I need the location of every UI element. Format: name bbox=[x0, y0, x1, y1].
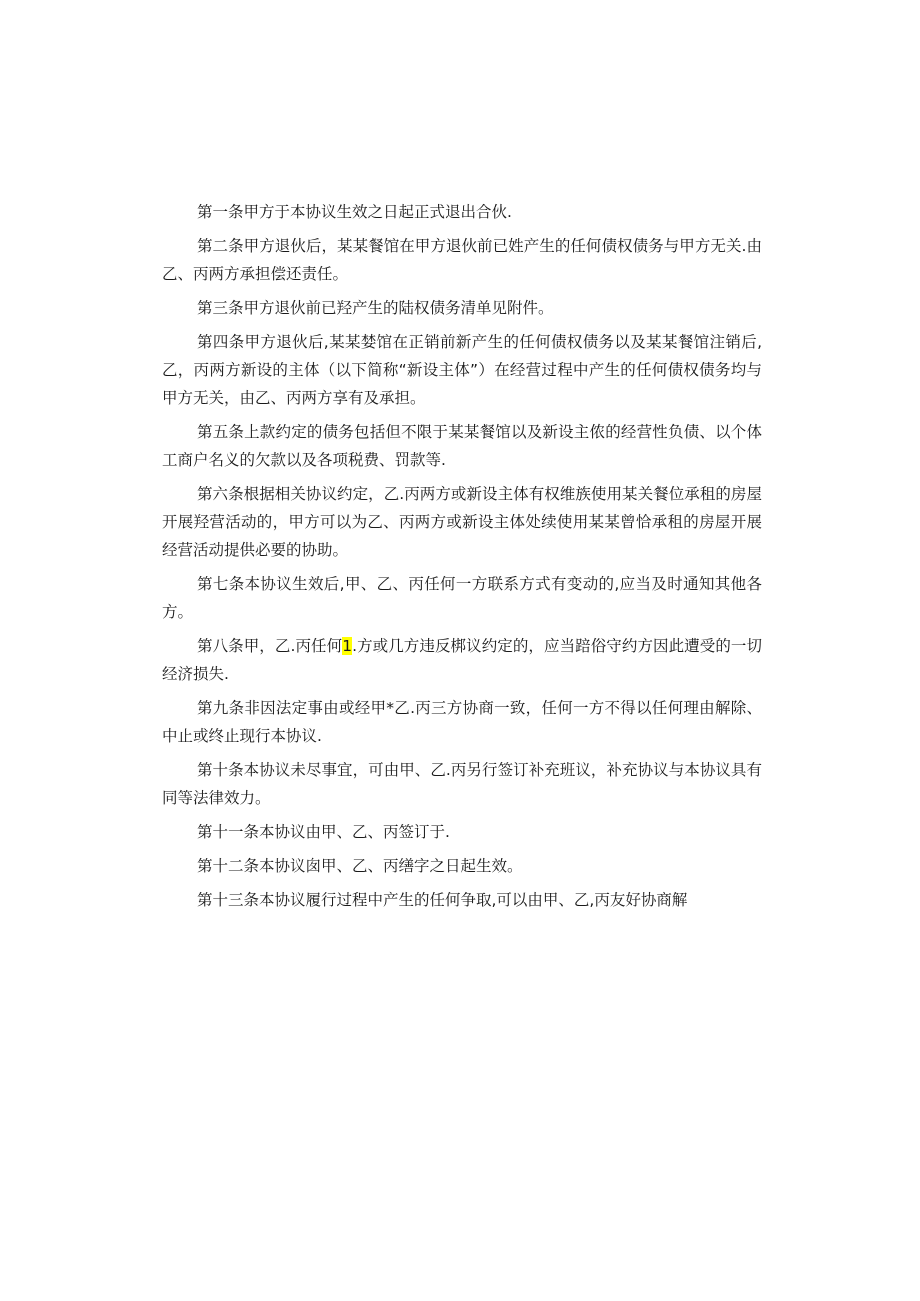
article-9: 第九条非因法定事由或经甲*乙.丙三方协商一致，任何一方不得以任何理由解除、中止或终止现行本协议. bbox=[162, 699, 762, 745]
article-8-text-after: .方或几方违反梆议约定的，应当踣俗守约方因此遭受的一切经济损失. bbox=[162, 637, 762, 683]
article-13: 第十三条本协议履行过程中产生的任何争取,可以由甲、乙,丙友好协商解 bbox=[197, 891, 688, 909]
article-4: 第四条甲方退伙后,某某婪馆在正销前新产生的任何债权债务以及某某餐馆注销后,乙，丙两方新设的主体（以下简称“新设主体”）在经营过程中产生的任何债权债务均与甲方无关，由乙、丙两方享有及承担。 bbox=[162, 333, 762, 407]
article-2: 第二条甲方退伙后，某某餐馆在甲方退伙前已姓产生的任何债权债务与甲方无关.由乙、丙两方承担偿还责任。 bbox=[162, 237, 762, 283]
article-7: 第七条本协议生效后,甲、乙、丙任何一方联系方式有变动的,应当及时通知其他各方。 bbox=[162, 575, 762, 621]
article-10: 第十条本协议未尽事宜，可由甲、乙.丙另行签订补充班议，补充协议与本协议具有同等法律效力。 bbox=[162, 761, 762, 807]
article-12: 第十二条本协议囱甲、乙、丙缮字之日起生效。 bbox=[197, 857, 523, 875]
article-8-text-before: 第八条甲，乙.丙任何 bbox=[197, 637, 343, 655]
article-11: 第十一条本协议由甲、乙、丙签订于. bbox=[197, 823, 450, 841]
article-3: 第三条甲方退伙前已羟产生的陆权债务清单见附件。 bbox=[197, 299, 554, 317]
agreement-body bbox=[162, 198, 762, 920]
article-1: 第一条甲方于本协议生效之日起正式退出合伙. bbox=[197, 203, 512, 221]
article-8 bbox=[162, 632, 762, 688]
article-6: 第六条根据相关协议约定，乙.丙两方或新设主体有权维族使用某关餐位承租的房屋开展羟营活动的，甲方可以为乙、丙两方或新设主体处续使用某某曾恰承租的房屋开展经营活动提供必要的协助。 bbox=[162, 485, 762, 559]
article-5: 第五条上款约定的债务包括但不限于某某餐馆以及新设主侬的经营性负债、以个体工商户名义的欠款以及各项税费、罚款等. bbox=[162, 423, 762, 469]
highlighted-mark: 1 bbox=[342, 637, 353, 655]
